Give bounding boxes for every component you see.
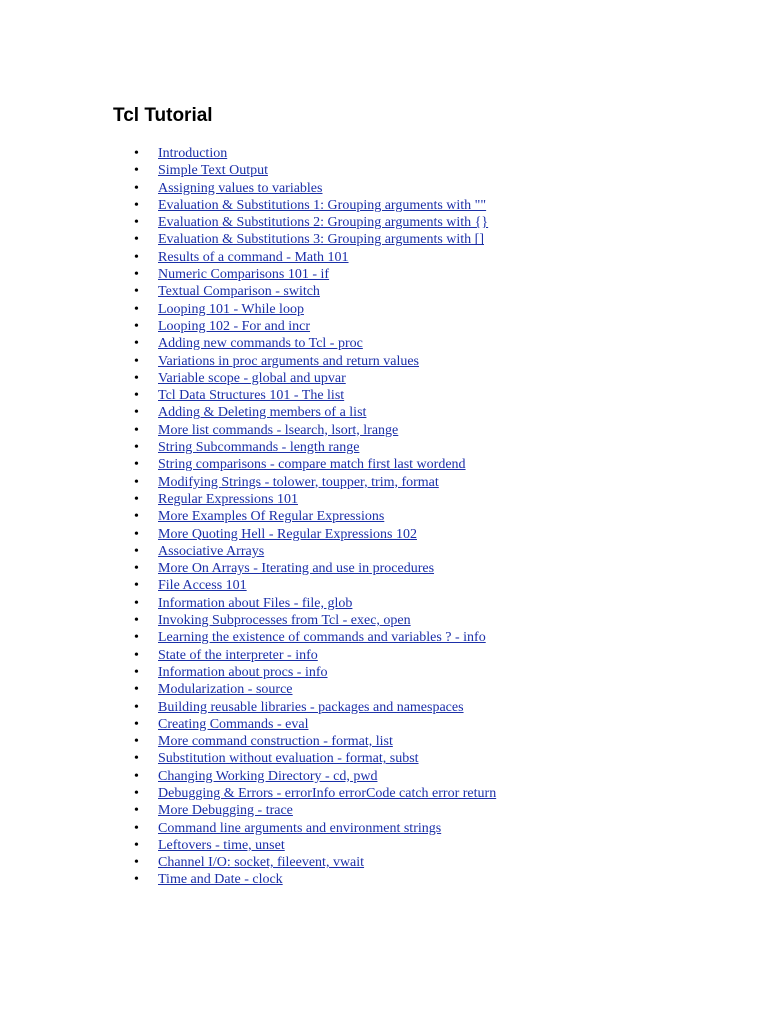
list-item <box>0 612 496 629</box>
tutorial-link[interactable]: Information about Files - file, glob <box>158 595 353 611</box>
bullet-icon: • <box>134 837 139 853</box>
list-item <box>0 387 496 404</box>
tutorial-link[interactable]: Changing Working Directory - cd, pwd <box>158 768 378 784</box>
bullet-icon: • <box>134 855 139 871</box>
bullet-icon: • <box>134 768 139 784</box>
bullet-icon: • <box>134 318 139 334</box>
tutorial-link[interactable]: More On Arrays - Iterating and use in procedures <box>158 561 435 577</box>
tutorial-link[interactable]: Substitution without evaluation - format, subst <box>158 751 419 767</box>
bullet-icon: • <box>134 699 139 715</box>
tutorial-link[interactable]: Associative Arrays <box>158 543 265 559</box>
list-item <box>0 699 496 716</box>
list-item <box>0 750 496 767</box>
tutorial-link[interactable]: State of the interpreter - info <box>158 647 318 663</box>
tutorial-link[interactable]: Invoking Subprocesses from Tcl - exec, open <box>158 613 411 629</box>
bullet-icon: • <box>134 543 139 559</box>
bullet-icon: • <box>134 197 139 213</box>
tutorial-link[interactable]: More Examples Of Regular Expressions <box>158 509 385 525</box>
list-item <box>0 353 496 370</box>
list-item <box>0 439 496 456</box>
bullet-icon: • <box>134 561 139 577</box>
list-item <box>0 404 496 421</box>
tutorial-link[interactable]: Modifying Strings - tolower, toupper, trim, format <box>158 474 439 490</box>
tutorial-link[interactable]: Numeric Comparisons 101 - if <box>158 267 330 283</box>
tutorial-link[interactable]: Textual Comparison - switch <box>158 284 320 300</box>
list-item <box>0 595 496 612</box>
bullet-icon: • <box>134 647 139 663</box>
tutorial-link[interactable]: String comparisons - compare match first last wordend <box>158 457 466 473</box>
list-item <box>0 508 496 525</box>
tutorial-link[interactable]: Time and Date - clock <box>158 872 283 888</box>
tutorial-link[interactable]: Evaluation & Substitutions 3: Grouping arguments with [] <box>158 232 484 248</box>
tutorial-link[interactable]: Assigning values to variables <box>158 180 323 196</box>
tutorial-link[interactable]: Introduction <box>158 146 228 161</box>
bullet-icon: • <box>134 716 139 732</box>
tutorial-link[interactable]: Looping 102 - For and incr <box>158 318 311 334</box>
list-item <box>0 180 496 197</box>
list-item <box>0 543 496 560</box>
tutorial-link[interactable]: Learning the existence of commands and variables ? - info <box>158 630 486 646</box>
bullet-icon: • <box>134 509 139 525</box>
bullet-icon: • <box>134 267 139 283</box>
bullet-icon: • <box>134 630 139 646</box>
bullet-icon: • <box>134 872 139 888</box>
tutorial-link[interactable]: Tcl Data Structures 101 - The list <box>158 388 345 404</box>
list-item <box>0 162 496 179</box>
bullet-icon: • <box>134 370 139 386</box>
list-item <box>0 837 496 854</box>
tutorial-link[interactable]: Adding & Deleting members of a list <box>158 405 367 421</box>
list-item <box>0 871 496 888</box>
bullet-icon: • <box>134 803 139 819</box>
tutorial-link[interactable]: Looping 101 - While loop <box>158 301 304 317</box>
tutorial-link[interactable]: Building reusable libraries - packages and namespaces <box>158 699 464 715</box>
bullet-icon: • <box>134 474 139 490</box>
tutorial-link[interactable]: String Subcommands - length range <box>158 440 360 456</box>
bullet-icon: • <box>134 163 139 179</box>
list-item <box>0 249 496 266</box>
list-item <box>0 664 496 681</box>
bullet-icon: • <box>134 682 139 698</box>
list-item <box>0 456 496 473</box>
list-item <box>0 802 496 819</box>
list-item <box>0 560 496 577</box>
tutorial-link[interactable]: Evaluation & Substitutions 2: Grouping arguments with {} <box>158 215 489 231</box>
bullet-icon: • <box>134 180 139 196</box>
tutorial-link[interactable]: Information about procs - info <box>158 664 328 680</box>
bullet-icon: • <box>134 336 139 352</box>
list-item <box>0 820 496 837</box>
list-item <box>0 283 496 300</box>
tutorial-link[interactable]: Adding new commands to Tcl - proc <box>158 336 363 352</box>
bullet-icon: • <box>134 249 139 265</box>
bullet-icon: • <box>134 215 139 231</box>
tutorial-link[interactable]: Variable scope - global and upvar <box>158 370 346 386</box>
list-item <box>0 301 496 318</box>
bullet-icon: • <box>134 578 139 594</box>
tutorial-link[interactable]: Evaluation & Substitutions 1: Grouping arguments with "" <box>158 197 487 213</box>
bullet-icon: • <box>134 146 139 161</box>
bullet-icon: • <box>134 595 139 611</box>
bullet-icon: • <box>134 526 139 542</box>
tutorial-link[interactable]: Modularization - source <box>158 682 293 698</box>
tutorial-link[interactable]: Creating Commands - eval <box>158 716 309 732</box>
list-item <box>0 647 496 664</box>
bullet-icon: • <box>134 751 139 767</box>
list-item <box>0 422 496 439</box>
list-item <box>0 474 496 491</box>
tutorial-link[interactable]: Command line arguments and environment strings <box>158 820 442 836</box>
page-title: Tcl Tutorial <box>113 105 213 126</box>
list-item <box>0 854 496 871</box>
tutorial-link[interactable]: More list commands - lsearch, lsort, lrange <box>158 422 399 438</box>
tutorial-link[interactable]: Debugging & Errors - errorInfo errorCode catch error return <box>158 785 497 801</box>
list-item <box>0 768 496 785</box>
list-item <box>0 231 496 248</box>
list-item <box>0 733 496 750</box>
bullet-icon: • <box>134 491 139 507</box>
list-item <box>0 491 496 508</box>
list-item <box>0 629 496 646</box>
tutorial-link[interactable]: Channel I/O: socket, fileevent, vwait <box>158 855 365 871</box>
bullet-icon: • <box>134 284 139 300</box>
list-item <box>0 214 496 231</box>
bullet-icon: • <box>134 820 139 836</box>
tutorial-link[interactable]: More command construction - format, list <box>158 734 393 750</box>
bullet-icon: • <box>134 664 139 680</box>
list-item <box>0 318 496 335</box>
list-item <box>0 526 496 543</box>
tutorial-link[interactable]: Leftovers - time, unset <box>158 837 285 853</box>
bullet-icon: • <box>134 388 139 404</box>
bullet-icon: • <box>134 422 139 438</box>
tutorial-link[interactable]: Results of a command - Math 101 <box>158 249 349 265</box>
list-item <box>0 197 496 214</box>
tutorial-link[interactable]: More Debugging - trace <box>158 803 293 819</box>
tutorial-link[interactable]: Regular Expressions 101 <box>158 491 298 507</box>
list-item <box>0 145 496 162</box>
list-item <box>0 577 496 594</box>
list-item <box>0 370 496 387</box>
bullet-icon: • <box>134 785 139 801</box>
list-item <box>0 335 496 352</box>
bullet-icon: • <box>134 405 139 421</box>
list-item <box>0 785 496 802</box>
list-item <box>0 681 496 698</box>
bullet-icon: • <box>134 734 139 750</box>
tutorial-link[interactable]: Variations in proc arguments and return values <box>158 353 420 369</box>
tutorial-toc-list <box>0 145 496 889</box>
bullet-icon: • <box>134 613 139 629</box>
tutorial-link[interactable]: File Access 101 <box>158 578 247 594</box>
bullet-icon: • <box>134 440 139 456</box>
tutorial-link[interactable]: Simple Text Output <box>158 163 268 179</box>
bullet-icon: • <box>134 457 139 473</box>
bullet-icon: • <box>134 353 139 369</box>
bullet-icon: • <box>134 301 139 317</box>
list-item <box>0 716 496 733</box>
bullet-icon: • <box>134 232 139 248</box>
tutorial-link[interactable]: More Quoting Hell - Regular Expressions 102 <box>158 526 417 542</box>
list-item <box>0 266 496 283</box>
